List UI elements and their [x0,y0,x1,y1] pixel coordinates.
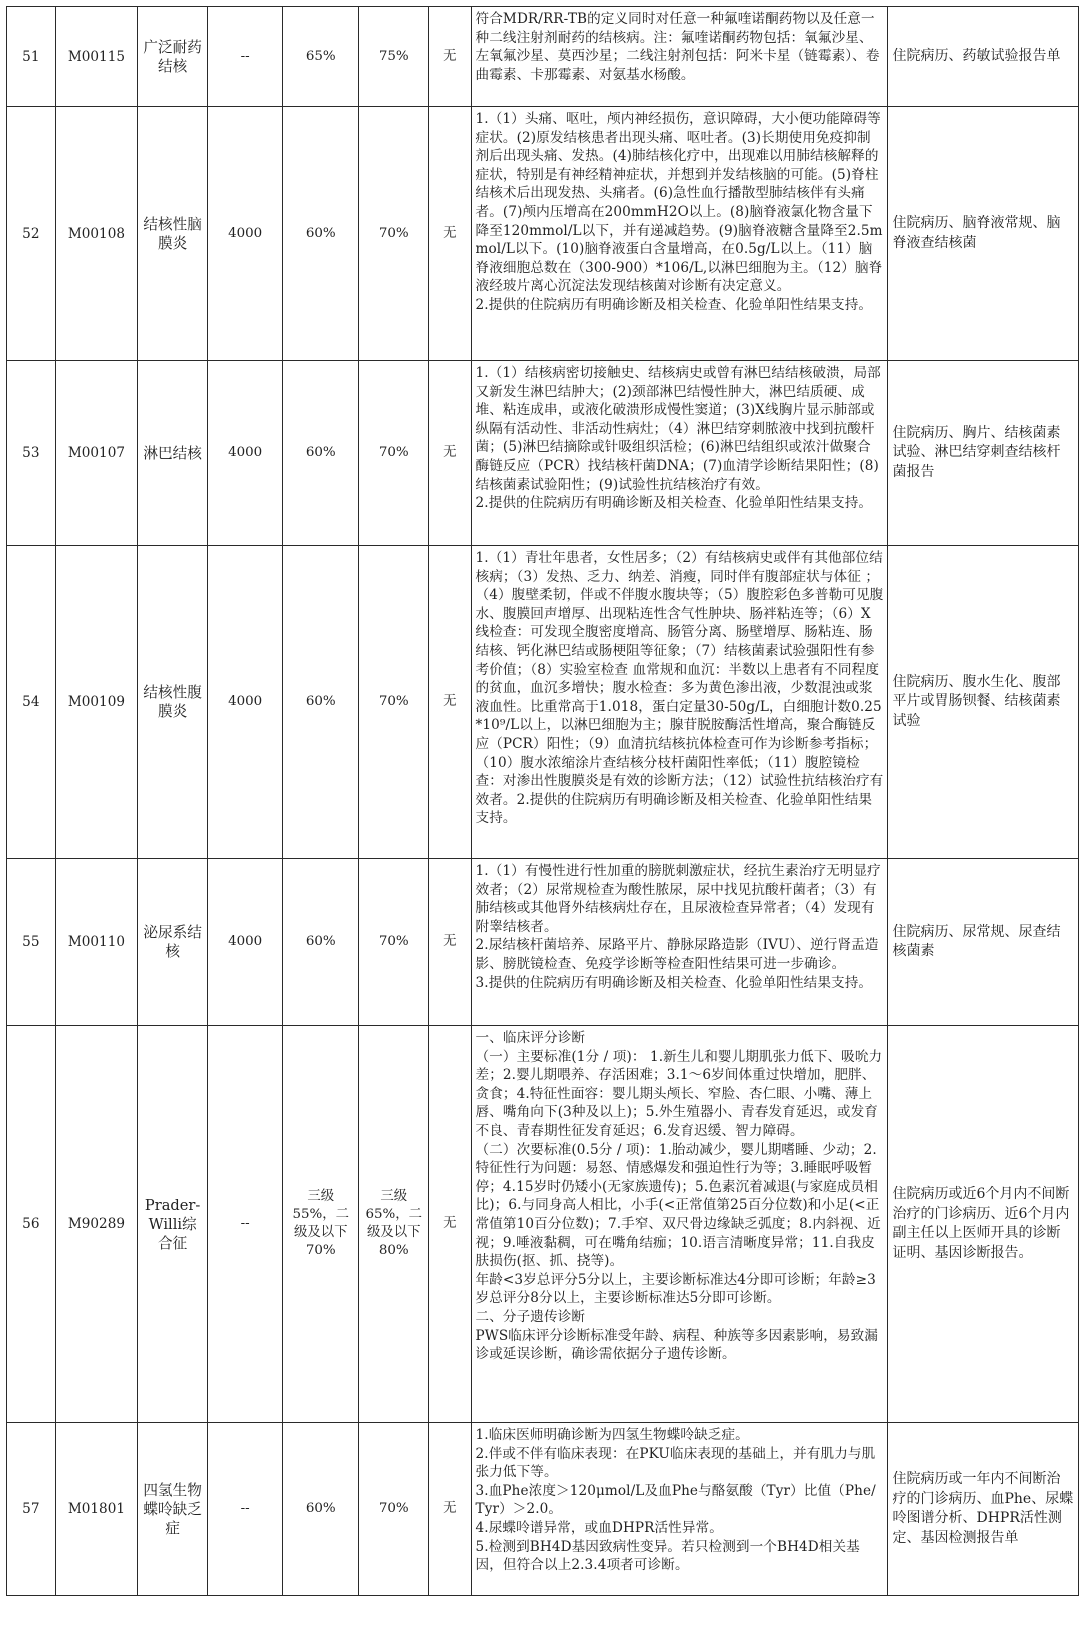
reimbursement-ratio-a-line: 60% [305,694,336,709]
diagnostic-criteria-line: 1.（1）头痛、呕吐，颅内神经损伤，意识障碍，大小便功能障碍等症状。(2)原发结核患者出现头痛、呕吐者。(3)长期使用免疫抑制剂后出现头痛、发热。(4)肺结核化疗中，出现难以用肺结核解释的症状，特别是有神经精神症状，并想到并发结核脑的可能。(5)脊柱结核术后出现发热、头痛者。(6)急性血行播散型肺结核伴有头痛者。(7)颅内压增高在200mmH2O以上。(8)脑脊液氯化物含量下降至120mmol/L以下，并有递减趋势。(9)脑脊液糖含量降至2.5mmol/L以下。(10)脑脊液蛋白含量增高，在0.5g/L以上。（11）脑脊液细胞总数在（300-900）*106/L,以淋巴细胞为主。（12）脑脊液经玻片离心沉淀法发现结核菌对诊断有决定意义。 [475,111,883,295]
table-row [7,546,1079,859]
disease-code: M00115 [55,7,138,107]
diagnostic-criteria-line: 3.提供的住院病历有明确诊断及相关检查、化验单阳性结果支持。 [475,974,873,991]
diagnostic-criteria [471,1423,888,1596]
reimbursement-ratio-b-line: 级及以下 [367,1225,421,1240]
payment-limit: -- [208,7,283,107]
disease-name: 泌尿系结核 [138,859,208,1026]
required-materials: 住院病历、胸片、结核菌素试验、淋巴结穿刺查结核杆菌报告 [888,361,1079,546]
row-number: 52 [7,107,56,361]
reimbursement-ratio-b [359,107,429,361]
diagnostic-criteria-line: 1.（1）有慢性进行性加重的膀胱刺激症状，经抗生素治疗无明显疗效者；（2）尿常规检查为酸性脓尿，尿中找见抗酸杆菌者；（3）有肺结核或其他肾外结核病灶存在，且尿液检查异常者；（4）发现有附睾结核者。 [475,863,881,935]
payment-limit: 4000 [208,361,283,546]
reimbursement-ratio-a-line: 70% [305,1243,336,1258]
reimbursement-ratio-a [283,1026,359,1423]
table-row [7,1026,1079,1423]
reimbursement-ratio-a-line: 级及以下 [293,1225,348,1240]
diagnostic-criteria-line: 2.伴或不伴有临床表现：在PKU临床表现的基础上，并有肌力与肌张力低下等。 [475,1445,876,1481]
disease-name: 结核性脑膜炎 [138,107,208,361]
diagnostic-criteria-line: 2.提供的住院病历有明确诊断及相关检查、化验单阳性结果支持。 [475,495,873,512]
diagnostic-criteria-line: （一）主要标准(1分 / 项)： 1.新生儿和婴儿期肌张力低下、吸吮力差；2.婴儿期喂养、存活困难；3.1～6岁间体重过快增加，肥胖、贪食；4.特征性面容：婴儿期头颅长、窄脸、杏仁眼、小嘴、薄上唇、嘴角向下(3种及以上)；5.外生殖器小、青春发育延迟，或发育不良、青春期性征发育延迟；6.发育迟缓、智力障碍。 [475,1048,883,1139]
reimbursement-ratio-b-line: 75% [378,48,409,64]
table-row [7,361,1079,546]
diagnostic-criteria [471,546,888,859]
reimbursement-ratio-b [359,7,429,107]
reimbursement-ratio-a [283,361,359,546]
other-limit: 无 [429,107,471,361]
reimbursement-ratio-a-line: 三级 [307,1189,335,1204]
table-row [7,107,1079,361]
other-limit: 无 [429,859,471,1026]
reimbursement-ratio-b [359,1423,429,1596]
required-materials: 住院病历、药敏试验报告单 [888,7,1079,107]
diagnostic-criteria [471,859,888,1026]
diagnostic-criteria [471,7,888,107]
disease-code: M00107 [55,361,138,546]
diagnostic-criteria-line: PWS临床评分诊断标准受年龄、病程、种族等多因素影响，易致漏诊或延误诊断，确诊需依据分子遗传诊断。 [475,1327,878,1363]
diagnostic-criteria [471,361,888,546]
table-body [7,7,1079,1596]
reimbursement-ratio-b-line: 三级 [380,1189,408,1204]
disease-name: Prader-Willi综合征 [138,1026,208,1423]
disease-code: M01801 [55,1423,138,1596]
payment-limit: 4000 [208,107,283,361]
reimbursement-ratio-a [283,7,359,107]
reimbursement-ratio-b-line: 70% [378,1501,409,1516]
disease-name: 四氢生物蝶呤缺乏症 [138,1423,208,1596]
table-row [7,859,1079,1026]
other-limit: 无 [429,546,471,859]
reimbursement-ratio-a-line: 55%，二 [292,1207,350,1222]
row-number: 55 [7,859,56,1026]
table-row [7,1423,1079,1596]
reimbursement-ratio-a-line: 65% [305,48,336,64]
payment-limit: -- [208,1026,283,1423]
reimbursement-ratio-a-line: 60% [305,225,336,241]
diagnostic-criteria-line: 年龄<3岁总评分5分以上，主要诊断标准达4分即可诊断；年龄≥3岁总评分8分以上，主要诊断标准达5分即可诊断。 [475,1271,876,1307]
disease-code: M90289 [55,1026,138,1423]
other-limit: 无 [429,7,471,107]
payment-limit: -- [208,1423,283,1596]
diagnostic-criteria-line: 符合MDR/RR-TB的定义同时对任意一种氟喹诺酮药物以及任意一种二线注射剂耐药的结核病。注：氟喹诺酮药物包括：氧氟沙星、左氧氟沙星、莫西沙星；二线注射剂包括：阿米卡星（链霉素）、卷曲霉素、卡那霉素、对氨基水杨酸。 [475,11,880,83]
disease-code: M00110 [55,859,138,1026]
diagnostic-criteria-line: 1.（1）结核病密切接触史、结核病史或曾有淋巴结结核破溃，局部又新发生淋巴结肿大；(2)颈部淋巴结慢性肿大，淋巴结质硬、成堆、粘连成串，或液化破溃形成慢性窦道；(3)X线胸片显示肺部或纵隔有活动性、非活动性病灶；（4）淋巴结穿刺脓液中找到抗酸杆菌；(5)淋巴结摘除或针吸组织活检；(6)淋巴结组织或浓汁做聚合酶链反应（PCR）找结核杆菌DNA；(7)血清学诊断结果阳性；(8)结核菌素试验阳性；(9)试验性抗结核治疗有效。 [475,365,881,493]
disease-name: 结核性腹膜炎 [138,546,208,859]
payment-limit: 4000 [208,859,283,1026]
diagnostic-criteria-line: 1.临床医师明确诊断为四氢生物蝶呤缺乏症。 [475,1427,749,1443]
diagnostic-criteria-line: 5.检测到BH4D基因致病性变异。若只检测到一个BH4D相关基因，但符合以上2.3.4项者可诊断。 [475,1538,860,1574]
reimbursement-ratio-a [283,859,359,1026]
reimbursement-ratio-a-line: 60% [305,1501,336,1516]
disease-criteria-table [6,6,1079,1596]
reimbursement-ratio-b-line: 70% [378,934,409,949]
diagnostic-criteria-line: 1.（1）青壮年患者，女性居多；（2）有结核病史或伴有其他部位结核病；（3）发热、乏力、纳差、消瘦，同时伴有腹部症状与体征 ；（4）腹壁柔韧，伴或不伴腹水腹块等；（5）腹腔彩色多普勒可见腹水、腹膜回声增厚、出现粘连性含气性肿块、肠袢粘连等；（6）X线检查：可发现全腹密度增高、肠管分离、肠壁增厚、肠粘连、肠结核、钙化淋巴结或肠梗阻等征象；（7）结核菌素试验强阳性有参考价值；（8）实验室检查 血常规和血沉：半数以上患者有不同程度的贫血，血沉多增快；腹水检查：多为黄色渗出液，少数混浊或浆液血性。比重常高于1.018，蛋白定量30-50g/L，白细胞计数0.25*10⁹/L以上，以淋巴细胞为主；腺苷脱胺酶活性增高，聚合酶链反应（PCR）阳性；（9）血清抗结核抗体检查可作为诊断参考指标；（10）腹水浓缩涂片查结核分枝杆菌阳性率低；（11）腹腔镜检查：对渗出性腹膜炎是有效的诊断方法；（12）试验性抗结核治疗有效者。2.提供的住院病历有明确诊断及相关检查、化验单阳性结果支持。 [475,550,884,827]
required-materials: 住院病历、尿常规、尿查结核菌素 [888,859,1079,1026]
diagnostic-criteria-line: （二）次要标准(0.5分 / 项)：1.胎动减少，婴儿期嗜睡、少动；2.特征性行为问题：易怒、情感爆发和强迫性行为等；3.睡眠呼吸暂停；4.15岁时仍矮小(无家族遗传)；5.色素沉着减退(与家庭成员相比)；6.与同身高人相比，小手(<正常值第25百分位数)和小足(<正常值第10百分位数)；7.手窄、双尺骨边缘缺乏弧度；8.内斜视、近视；9.唾液黏稠，可在嘴角结痂；10.语言清晰度异常；11.自我皮肤损伤(抠、抓、挠等)。 [475,1141,881,1270]
reimbursement-ratio-a [283,546,359,859]
other-limit: 无 [429,361,471,546]
reimbursement-ratio-a-line: 60% [305,934,336,949]
reimbursement-ratio-a-line: 60% [305,445,336,460]
row-number: 56 [7,1026,56,1423]
reimbursement-ratio-b [359,1026,429,1423]
reimbursement-ratio-b-line: 70% [378,445,409,460]
required-materials: 住院病历、脑脊液常规、脑脊液查结核菌 [888,107,1079,361]
reimbursement-ratio-b [359,859,429,1026]
row-number: 51 [7,7,56,107]
required-materials: 住院病历或近6个月内不间断治疗的门诊病历、近6个月内副主任以上医师开具的诊断证明、基因诊断报告。 [888,1026,1079,1423]
required-materials: 住院病历、腹水生化、腹部平片或胃肠钡餐、结核菌素试验 [888,546,1079,859]
diagnostic-criteria [471,1026,888,1423]
other-limit: 无 [429,1026,471,1423]
reimbursement-ratio-b [359,546,429,859]
reimbursement-ratio-b-line: 70% [378,694,409,709]
reimbursement-ratio-b-line: 80% [378,1243,409,1258]
disease-name: 广泛耐药结核 [138,7,208,107]
diagnostic-criteria-line: 2.尿结核杆菌培养、尿路平片、静脉尿路造影（IVU）、逆行肾盂造影、膀胱镜检查、免疫学诊断等检查阳性结果可进一步确诊。 [475,937,879,972]
other-limit: 无 [429,1423,471,1596]
reimbursement-ratio-a [283,107,359,361]
required-materials: 住院病历或一年内不间断治疗的门诊病历、血Phe、尿蝶呤图谱分析、DHPR活性测定、基因检测报告单 [888,1423,1079,1596]
row-number: 54 [7,546,56,859]
diagnostic-criteria-line: 二、分子遗传诊断 [475,1308,586,1325]
row-number: 53 [7,361,56,546]
row-number: 57 [7,1423,56,1596]
diagnostic-criteria-line: 4.尿蝶呤谱异常，或血DHPR活性异常。 [475,1519,723,1536]
reimbursement-ratio-b-line: 65%，二 [365,1207,423,1222]
disease-code: M00108 [55,107,138,361]
diagnostic-criteria [471,107,888,361]
diagnostic-criteria-line: 一、临床评分诊断 [475,1030,586,1046]
reimbursement-ratio-b-line: 70% [378,225,409,241]
disease-name: 淋巴结核 [138,361,208,546]
payment-limit: 4000 [208,546,283,859]
table-row [7,7,1079,107]
disease-code: M00109 [55,546,138,859]
diagnostic-criteria-line: 3.血Phe浓度＞120μmol/L及血Phe与酪氨酸（Tyr）比值（Phe/Tyr）＞2.0。 [475,1482,876,1518]
reimbursement-ratio-a [283,1423,359,1596]
reimbursement-ratio-b [359,361,429,546]
diagnostic-criteria-line: 2.提供的住院病历有明确诊断及相关检查、化验单阳性结果支持。 [475,296,873,313]
